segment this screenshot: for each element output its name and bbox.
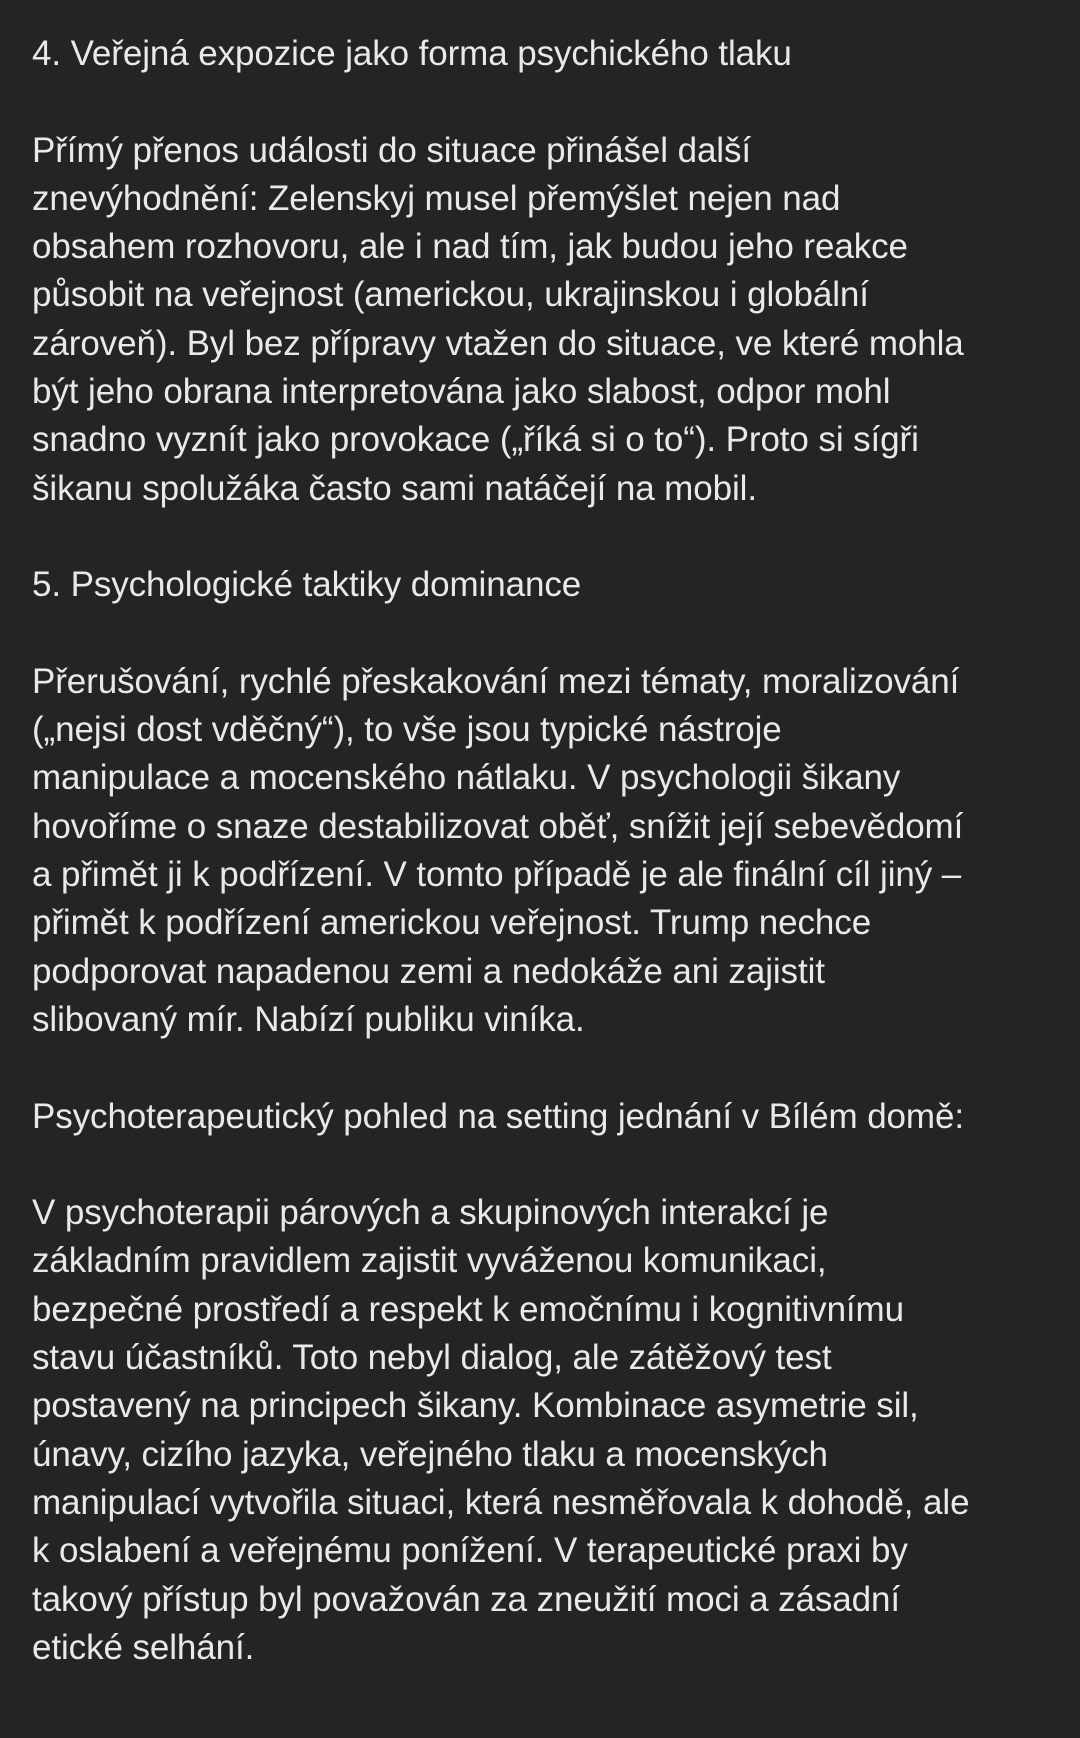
text-line: být jeho obrana interpretována jako slabost, odpor mohl bbox=[32, 372, 891, 412]
text-line: takový přístup byl považován za zneužití moci a zásadní bbox=[32, 1579, 901, 1619]
text-line: stavu účastníků. Toto nebyl dialog, ale zátěžový test bbox=[32, 1338, 832, 1378]
text-line: šikanu spolužáka často sami natáčejí na mobil. bbox=[32, 468, 757, 508]
text-line: slibovaný mír. Nabízí publiku viníka. bbox=[32, 999, 585, 1039]
text-line: základním pravidlem zajistit vyváženou komunikaci, bbox=[32, 1241, 827, 1281]
text-line: V psychoterapii párových a skupinových interakcí je bbox=[32, 1193, 829, 1233]
text-line: působit na veřejnost (americkou, ukrajinskou i globální bbox=[32, 275, 869, 315]
text-line: 5. Psychologické taktiky dominance bbox=[32, 565, 582, 605]
section-5-paragraph bbox=[32, 658, 1052, 1044]
text-line: obsahem rozhovoru, ale i nad tím, jak budou jeho reakce bbox=[32, 227, 908, 267]
text-line: manipulace a mocenského nátlaku. V psychologii šikany bbox=[32, 758, 901, 798]
psychotherapy-heading bbox=[32, 1093, 1052, 1141]
text-line: 4. Veřejná expozice jako forma psychického tlaku bbox=[32, 34, 792, 73]
section-4-heading bbox=[32, 30, 1052, 78]
text-line: snadno vyznít jako provokace („říká si o to“). Proto si sígři bbox=[32, 420, 919, 460]
text-line: k oslabení a veřejnému ponížení. V terapeutické praxi by bbox=[32, 1531, 908, 1571]
text-line: Přerušování, rychlé přeskakování mezi tématy, moralizování bbox=[32, 661, 960, 701]
text-line: podporovat napadenou zemi a nedokáže ani zajistit bbox=[32, 951, 825, 991]
section-4-paragraph bbox=[32, 127, 1052, 513]
psychotherapy-paragraph bbox=[32, 1189, 1052, 1672]
text-line: únavy, cizího jazyka, veřejného tlaku a mocenských bbox=[32, 1434, 828, 1474]
text-line: Psychoterapeutický pohled na setting jednání v Bílém domě: bbox=[32, 1096, 964, 1136]
text-line: Přímý přenos události do situace přinášel další bbox=[32, 130, 752, 170]
text-line: postavený na principech šikany. Kombinace asymetrie sil, bbox=[32, 1386, 919, 1426]
text-line: bezpečné prostředí a respekt k emočnímu i kognitivnímu bbox=[32, 1289, 904, 1329]
text-line: („nejsi dost vděčný“), to vše jsou typické nástroje bbox=[32, 710, 782, 750]
text-line: znevýhodnění: Zelenskyj musel přemýšlet nejen nad bbox=[32, 178, 841, 218]
text-line: přimět k podřízení americkou veřejnost. Trump nechce bbox=[32, 903, 872, 943]
text-line: a přimět ji k podřízení. V tomto případě je ale finální cíl jiný – bbox=[32, 855, 962, 895]
text-line: etické selhání. bbox=[32, 1627, 255, 1667]
section-5-heading bbox=[32, 561, 1052, 609]
text-line: zároveň). Byl bez přípravy vtažen do situace, ve které mohla bbox=[32, 323, 964, 363]
text-line: hovoříme o snaze destabilizovat oběť, snížit její sebevědomí bbox=[32, 806, 964, 846]
text-line: manipulací vytvořila situaci, která nesměřovala k dohodě, ale bbox=[32, 1482, 970, 1522]
